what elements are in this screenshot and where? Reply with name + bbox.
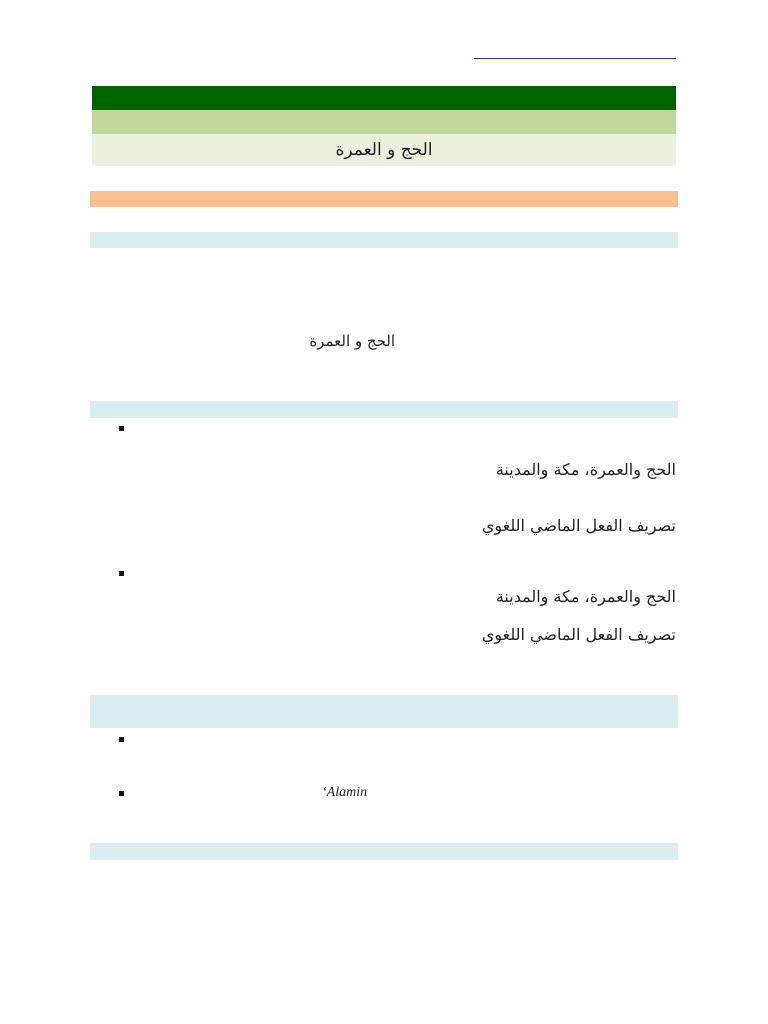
header-band-title bbox=[92, 134, 676, 166]
page-title: الحج و العمرة bbox=[335, 140, 433, 160]
list-item-line: تصريف الفعل الماضي اللغوي bbox=[481, 625, 676, 644]
divider-orange bbox=[90, 191, 678, 207]
bullet-marker bbox=[119, 737, 124, 742]
bullet-marker bbox=[119, 426, 124, 431]
header-band-mid bbox=[92, 110, 676, 134]
bullet-marker bbox=[119, 791, 124, 796]
section-bar-1 bbox=[90, 232, 678, 248]
hyperlink-underline[interactable] bbox=[474, 58, 676, 59]
section-subtitle: الحج و العمرة bbox=[309, 332, 395, 350]
list-item-line: الحج والعمرة، مكة والمدينة bbox=[495, 587, 676, 606]
section-bar-4 bbox=[90, 843, 678, 860]
list-item-line: الحج والعمرة، مكة والمدينة bbox=[495, 460, 676, 479]
section-bar-3 bbox=[90, 695, 678, 728]
bullet-marker bbox=[119, 571, 124, 576]
header-band-dark bbox=[92, 86, 676, 110]
list-item-text: ‘Alamin bbox=[322, 785, 368, 800]
section-bar-2 bbox=[90, 401, 678, 418]
list-item-line: تصريف الفعل الماضي اللغوي bbox=[481, 516, 676, 535]
